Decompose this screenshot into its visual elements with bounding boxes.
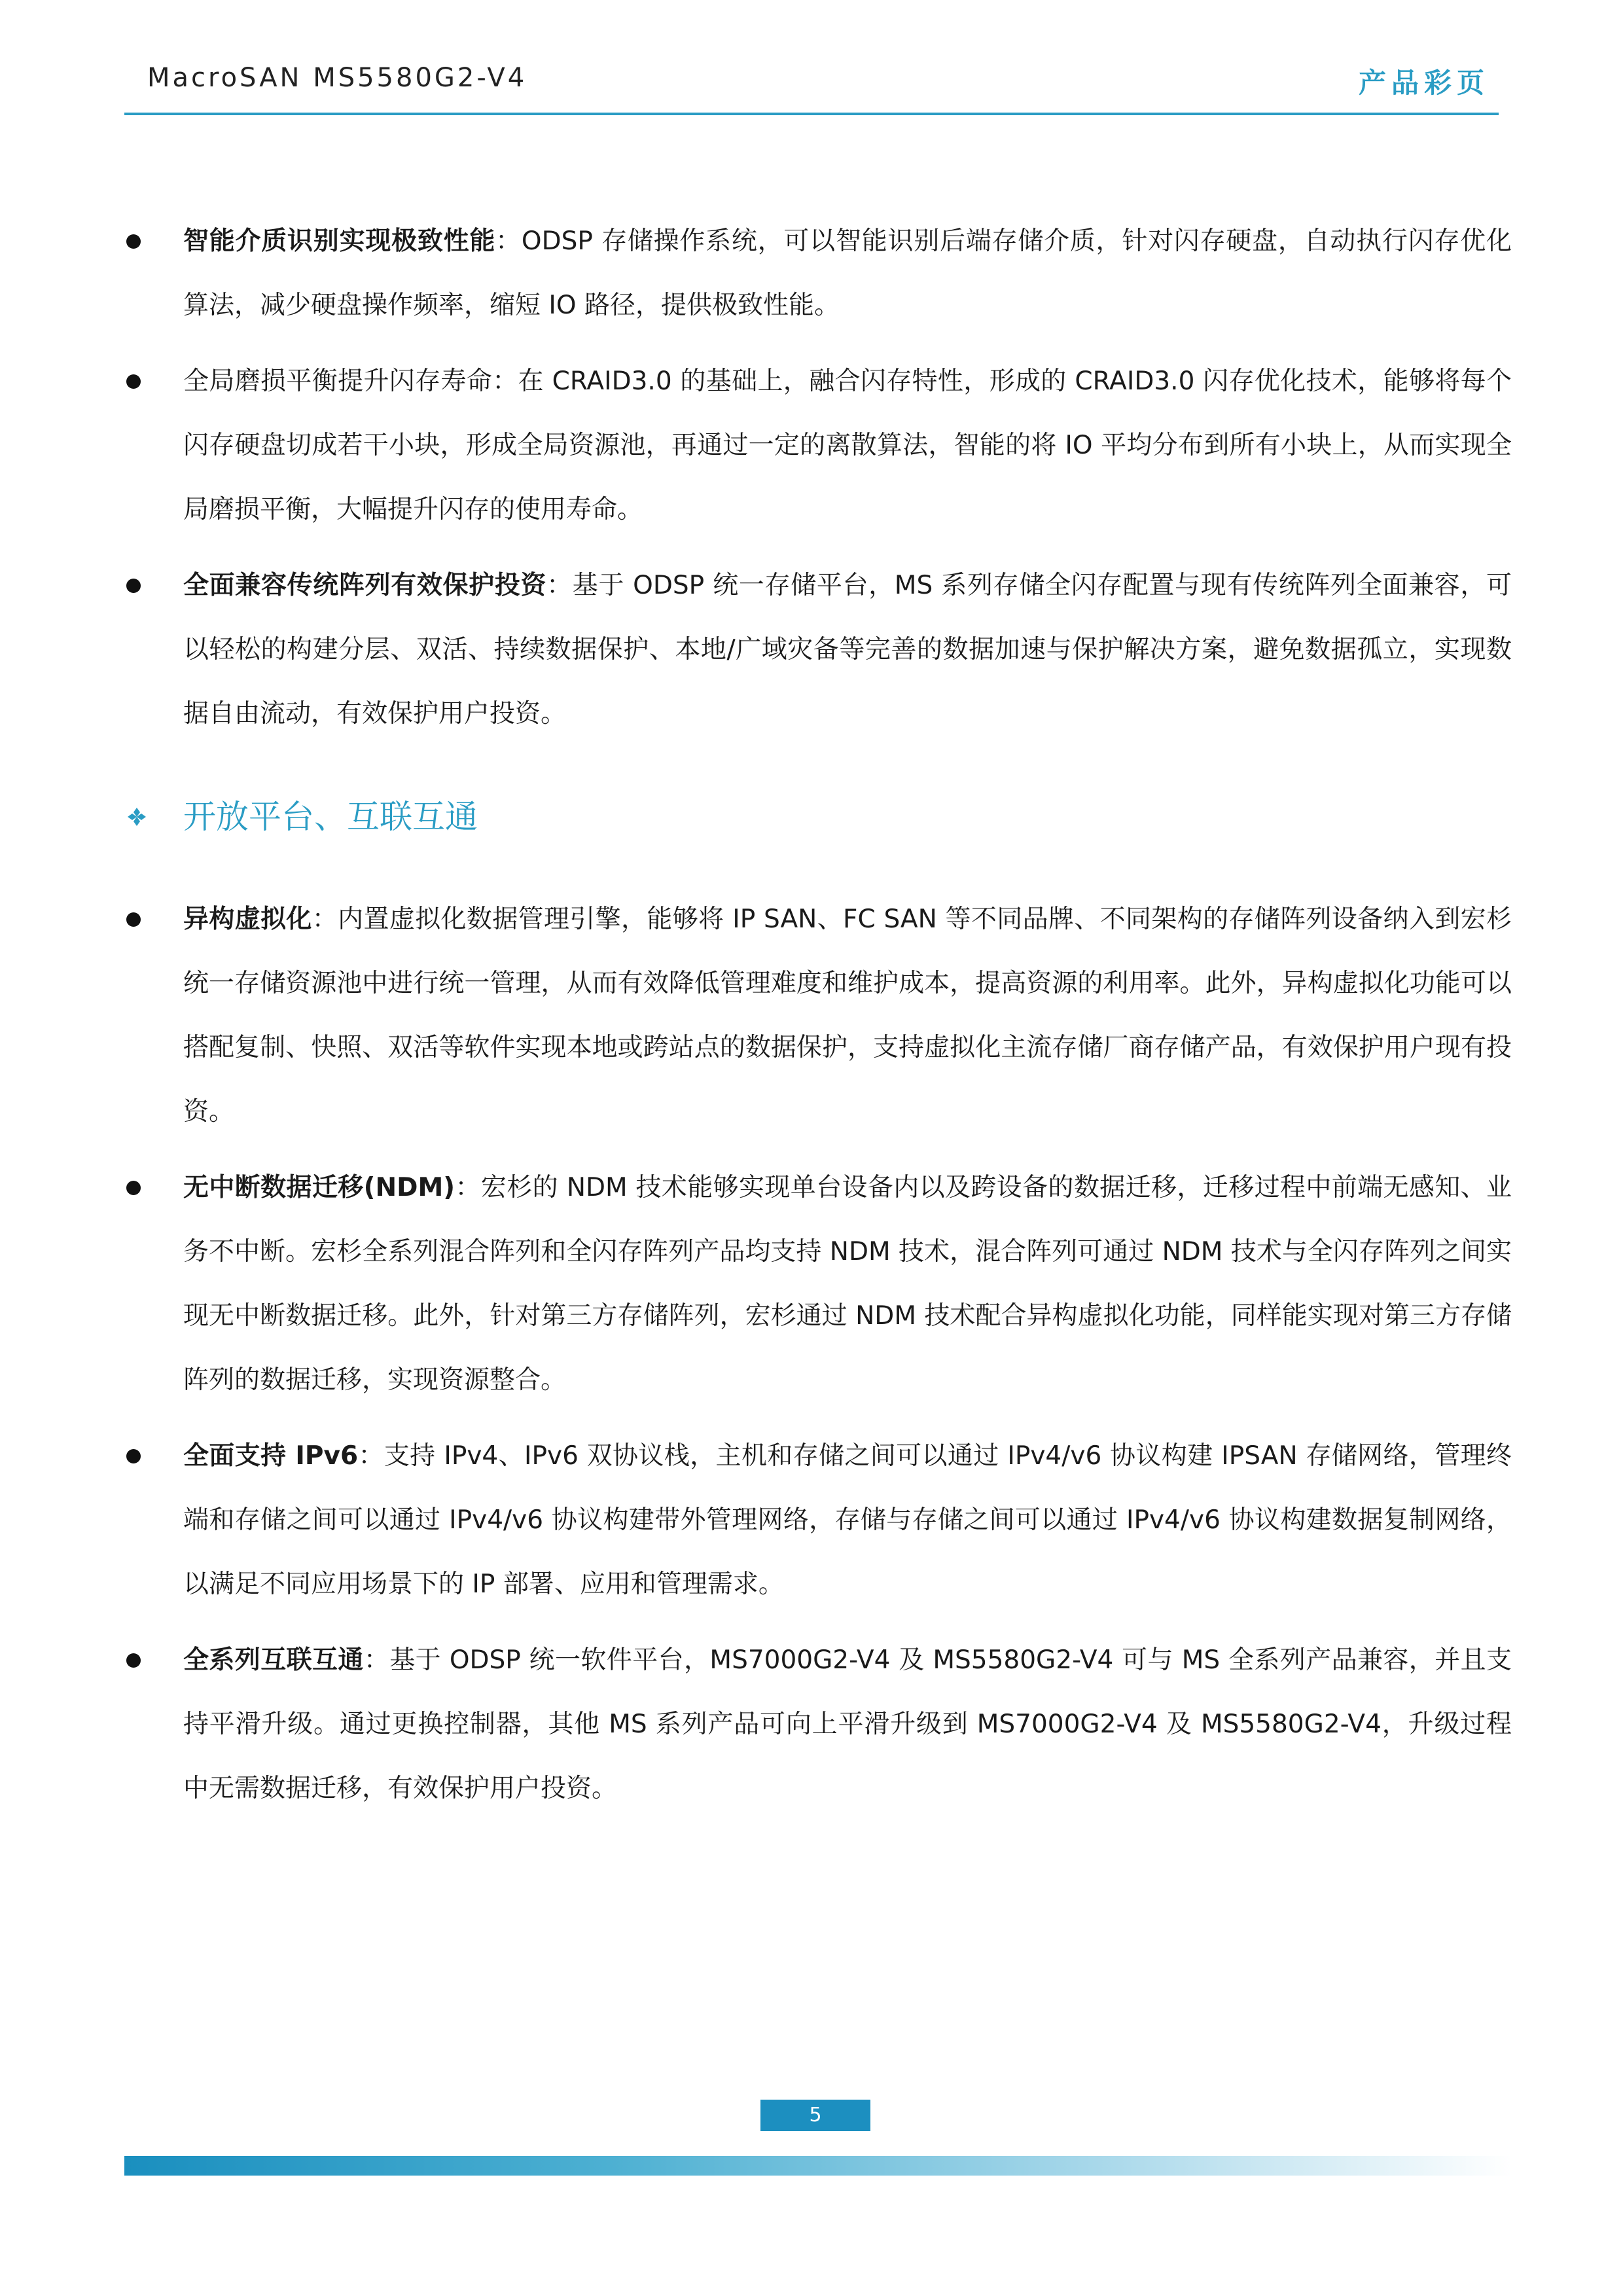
product-name: MacroSAN MS5580G2-V4 [147,63,527,93]
section-title: 开放平台、互联互通 [183,798,478,836]
bullet-item [124,554,1512,746]
bullet-lead: 异构虚拟化 [183,905,312,934]
bullet-item [124,1156,1512,1412]
bullet-lead: 全面兼容传统阵列有效保护投资 [183,571,547,600]
section-heading [124,791,1512,843]
footer-gradient-bar [124,2156,1512,2176]
document-type: 产品彩页 [1358,67,1489,99]
main-content [124,209,1512,1821]
bullet-lead: 全系列互联互通 [183,1645,364,1675]
bullet-text: ：基于 ODSP 统一软件平台，MS7000G2-V4 及 MS5580G2-V4 可与 MS 全系列产品兼容，并且支持平滑升级。通过更换控制器，其他 MS 系列产品可向上平滑升级到 MS7000G2-V4 及 MS5580G2-V4，升级过程中无需数据迁移，有效保护用户投资。 [183,1645,1512,1803]
bullet-lead: 全面支持 IPv6 [183,1441,359,1471]
bullet-text: ：内置虚拟化数据管理引擎，能够将 IP SAN、FC SAN 等不同品牌、不同架构的存储阵列设备纳入到宏杉统一存储资源池中进行统一管理，从而有效降低管理难度和维护成本，提高资源的利用率。此外，异构虚拟化功能可以搭配复制、快照、双活等软件实现本地或跨站点的数据保护，支持虚拟化主流存储厂商存储产品，有效保护用户现有投资。 [183,905,1512,1126]
bullet-text: ：ODSP 存储操作系统，可以智能识别后端存储介质，针对闪存硬盘，自动执行闪存优化算法，减少硬盘操作频率，缩短 IO 路径，提供极致性能。 [183,226,1512,320]
bullet-text: 全局磨损平衡提升闪存寿命：在 CRAID3.0 的基础上，融合闪存特性，形成的 CRAID3.0 闪存优化技术，能够将每个闪存硬盘切成若干小块，形成全局资源池，再通过一定的离散算法，智能的将 IO 平均分布到所有小块上，从而实现全局磨损平衡，大幅提升闪存的使用寿命。 [183,367,1512,524]
bullet-text: ：基于 ODSP 统一存储平台，MS 系列存储全闪存配置与现有传统阵列全面兼容，可以轻松的构建分层、双活、持续数据保护、本地/广域灾备等完善的数据加速与保护解决方案，避免数据孤立，实现数据自由流动，有效保护用户投资。 [183,571,1512,728]
bullet-text: ：支持 IPv4、IPv6 双协议栈，主机和存储之间可以通过 IPv4/v6 协议构建 IPSAN 存储网络，管理终端和存储之间可以通过 IPv4/v6 协议构建带外管理网络，存储与存储之间可以通过 IPv4/v6 协议构建数据复制网络，以满足不同应用场景下的 IP 部署、应用和管理需求。 [183,1441,1512,1599]
bullet-item [124,350,1512,542]
bullet-item [124,1424,1512,1617]
page-number: 5 [760,2100,870,2131]
bullet-lead: 智能介质识别实现极致性能 [183,226,496,256]
bullet-item [124,209,1512,338]
bullet-item [124,1628,1512,1821]
bullet-text: ：宏杉的 NDM 技术能够实现单台设备内以及跨设备的数据迁移，迁移过程中前端无感知、业务不中断。宏杉全系列混合阵列和全闪存阵列产品均支持 NDM 技术，混合阵列可通过 NDM 技术与全闪存阵列之间实现无中断数据迁移。此外，针对第三方存储阵列，宏杉通过 NDM 技术配合异构虚拟化功能，同样能实现对第三方存储阵列的数据迁移，实现资源整合。 [183,1173,1512,1395]
bullet-lead: 无中断数据迁移(NDM) [183,1173,455,1202]
page-header [124,59,1499,115]
bullet-item [124,888,1512,1144]
diamond-bullet-icon [126,806,147,827]
